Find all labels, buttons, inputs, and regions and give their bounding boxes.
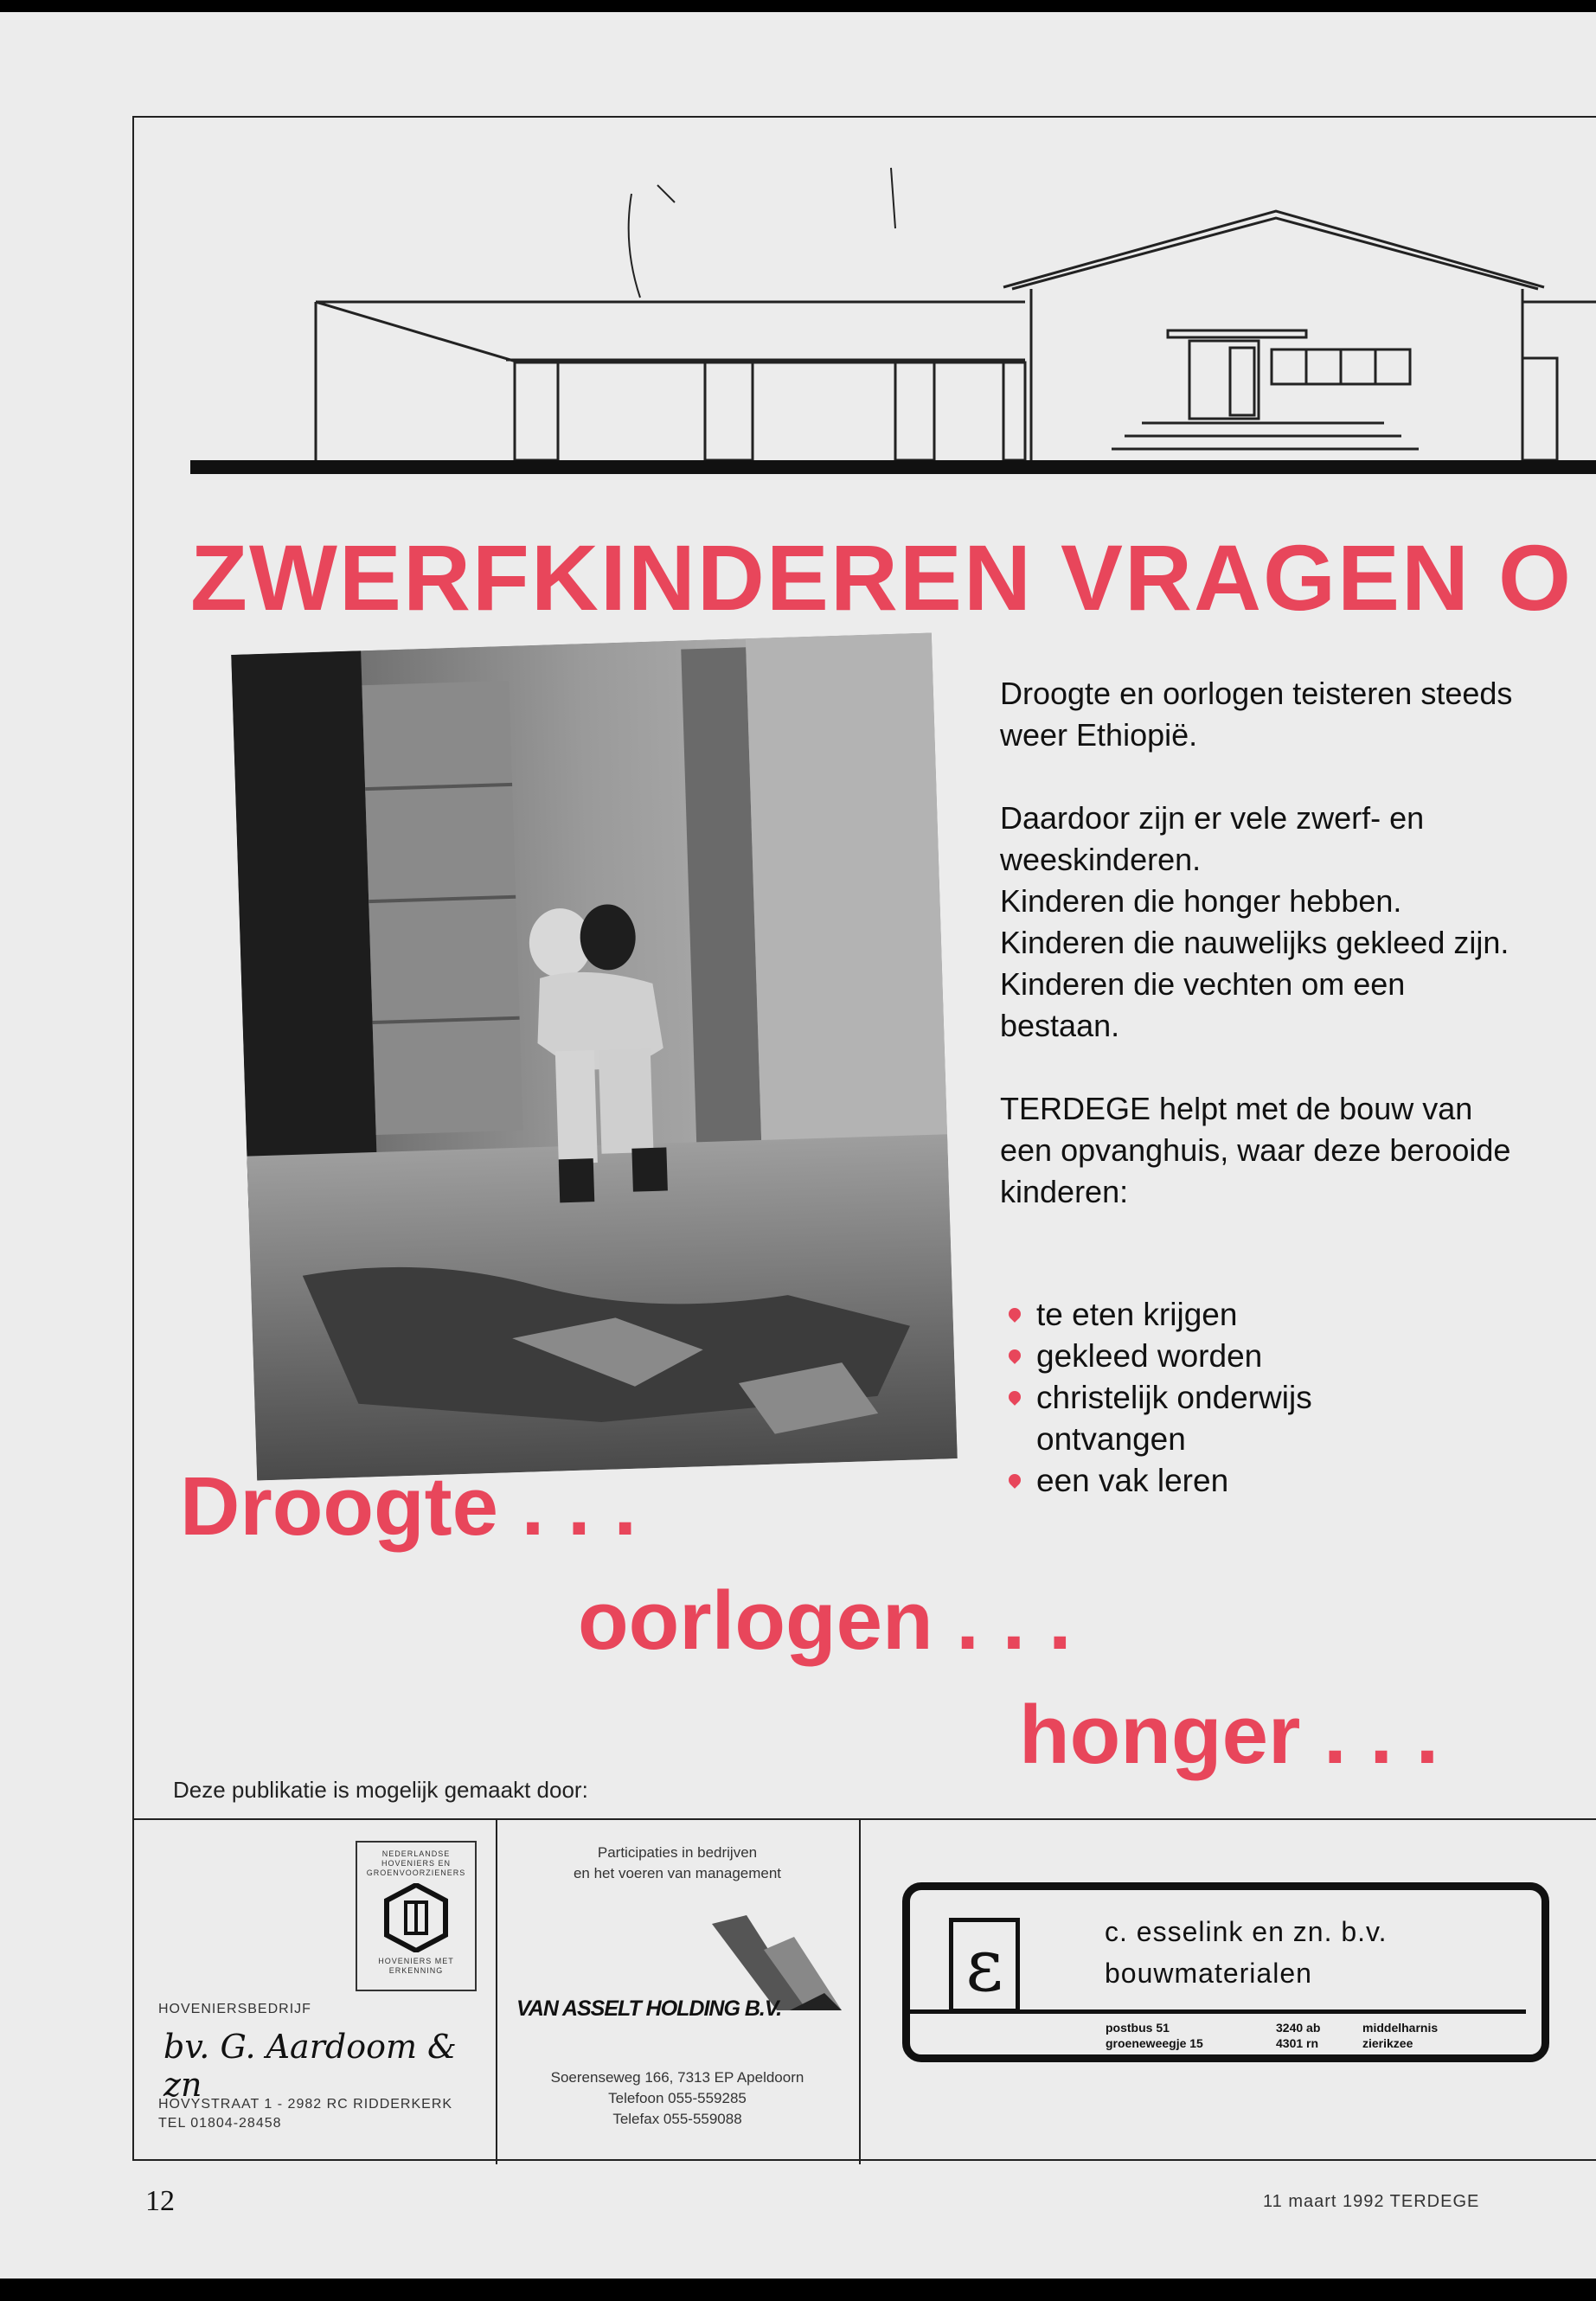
sponsor-bar xyxy=(132,1818,1596,2166)
address-cell: postbus 51 xyxy=(1106,2021,1170,2035)
sponsor-intro: Deze publikatie is mogelijk gemaakt door: xyxy=(173,1777,588,1803)
address-cell: 3240 ab xyxy=(1276,2021,1321,2035)
address-table xyxy=(1105,2020,1439,2051)
bullet-item: een vak leren xyxy=(1003,1460,1400,1502)
magazine-page xyxy=(0,12,1596,2279)
tagline-line: Participaties in bedrijven xyxy=(597,1844,758,1861)
bullet-item: te eten krijgen xyxy=(1003,1294,1400,1336)
sponsor-esselink xyxy=(859,1820,1596,2164)
headline: ZWERFKINDEREN VRAGEN O xyxy=(190,525,1574,630)
intro-text xyxy=(1000,673,1519,1254)
sponsor-van-asselt xyxy=(496,1820,861,2164)
bullet-item: christelijk onderwijs ontvangen xyxy=(1003,1377,1400,1460)
company-contact xyxy=(496,2067,859,2130)
address-cell: zierikzee xyxy=(1362,2036,1413,2050)
company-type: HOVENIERSBEDRIJF xyxy=(158,2002,311,2016)
esselink-logo-icon: ε xyxy=(949,1918,1020,2013)
slogan-oorlogen: oorlogen . . . xyxy=(578,1574,1072,1667)
company-phone: TEL 01804-28458 xyxy=(158,2116,282,2131)
address-cell: 4301 rn xyxy=(1276,2036,1319,2050)
slogan-droogte: Droogte . . . xyxy=(180,1460,637,1553)
tagline-line: en het voeren van management xyxy=(573,1865,782,1881)
company-phone: Telefoon 055-559285 xyxy=(608,2090,747,2106)
keurmerk-badge xyxy=(356,1841,477,1991)
intro-line: Daardoor zijn er vele zwerf- en weeskinderen. xyxy=(1000,800,1425,877)
company-name-block xyxy=(1105,1911,1388,1994)
company-address: HOVYSTRAAT 1 - 2982 RC RIDDERKERK xyxy=(158,2097,453,2112)
intro-paragraph-1: Droogte en oorlogen teisteren steeds weer Ethiopië. xyxy=(1000,676,1513,753)
divider xyxy=(910,2009,1526,2014)
hng-logo-icon xyxy=(381,1883,451,1952)
company-address: Soerenseweg 166, 7313 EP Apeldoorn xyxy=(550,2069,804,2086)
sponsor-aardoom xyxy=(132,1820,497,2164)
photo-children xyxy=(231,633,958,1481)
company-signature: bv. G. Aardoom & zn xyxy=(163,2028,457,2104)
company-subtitle: bouwmaterialen xyxy=(1105,1958,1312,1989)
address-cell: middelharnis xyxy=(1362,2021,1439,2035)
address-row xyxy=(1105,2035,1439,2051)
company-name: VAN ASSELT HOLDING B.V. xyxy=(516,1997,782,2021)
intro-line: Kinderen die nauwelijks gekleed zijn. xyxy=(1000,925,1509,960)
issue-date: 11 maart 1992 TERDEGE xyxy=(1263,2192,1480,2211)
building-sketch xyxy=(173,142,1596,488)
intro-line: Kinderen die vechten om een bestaan. xyxy=(1000,966,1406,1043)
intro-line: Kinderen die honger hebben. xyxy=(1000,883,1402,919)
address-cell: groeneweegje 15 xyxy=(1106,2036,1203,2050)
company-fax: Telefax 055-559088 xyxy=(612,2111,742,2127)
bullet-item: gekleed worden xyxy=(1003,1336,1400,1377)
esselink-box xyxy=(902,1882,1549,2062)
badge-top-text: NEDERLANDSE HOVENIERS EN GROENVOORZIENERS xyxy=(366,1849,466,1877)
page-number: 12 xyxy=(145,2185,175,2217)
slogan-honger: honger . . . xyxy=(1019,1689,1439,1781)
company-name: c. esselink en zn. b.v. xyxy=(1105,1916,1388,1947)
intro-paragraph-3: TERDEGE helpt met de bouw van een opvanghuis, waar deze berooide kinderen: xyxy=(1000,1091,1511,1209)
bullet-list xyxy=(1003,1294,1400,1502)
intro-paragraph-2 xyxy=(1000,798,1519,1047)
address-row xyxy=(1105,2020,1439,2035)
tagline xyxy=(496,1843,859,1884)
badge-bottom-text: HOVENIERS MET ERKENNING xyxy=(378,1957,454,1975)
